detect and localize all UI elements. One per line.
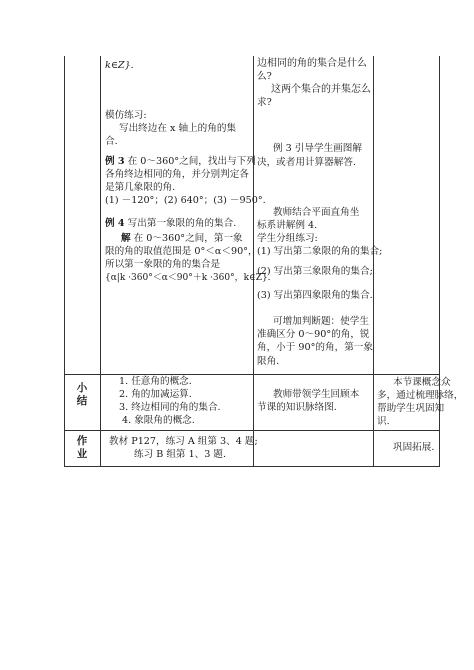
set-closing-text: k∈Z}. — [105, 60, 134, 71]
example-4-line-1: 写出第一象限的角的集合. — [124, 218, 237, 229]
summary-item-4: 4. 象限角的概念. — [122, 415, 195, 426]
mimic-label: 模仿练习: — [105, 110, 147, 121]
solution-line-1: 在 0～360°之间，第一象 — [130, 233, 243, 244]
activity-line-5: 例 3 引导学生画图解 — [273, 143, 362, 154]
mimic-text-2: 合. — [105, 136, 118, 147]
activity-line-3: 这两个集合的并集怎么 — [271, 84, 371, 95]
summary-teacher-2: 节课的知识脉络图. — [257, 402, 337, 413]
summary-header-2: 结 — [76, 395, 88, 407]
activity-line-2: 么? — [257, 71, 272, 82]
homework-line-2: 练习 B 组第 1、3 题. — [134, 449, 227, 460]
example-3-line-1: 在 0～360°之间，找出与下列 — [124, 156, 256, 167]
homework-header-2: 业 — [76, 448, 88, 460]
summary-purpose-3: 帮助学生巩固知 — [377, 403, 445, 414]
example-3-line-3: 是第几象限的角. — [105, 182, 176, 193]
col-divider-1 — [100, 56, 101, 467]
homework-header-1: 作 — [76, 435, 88, 447]
summary-teacher-1: 教师带领学生回顾本 — [273, 389, 360, 400]
summary-item-3: 3. 终边相同的角的集合. — [119, 402, 221, 413]
solution-line-4: {α|k ·360°＜α＜90°＋k ·360°，k∈Z}. — [105, 273, 271, 283]
activity-line-16: 限角. — [257, 356, 280, 367]
homework-line-1: 教材 P127，练习 A 组第 3、4 题; — [109, 436, 258, 447]
activity-line-4: 求? — [257, 97, 272, 108]
homework-purpose: 巩固拓展. — [393, 442, 435, 453]
summary-item-1: 1. 任意角的概念. — [119, 376, 192, 387]
mimic-text: 写出终边在 x 轴上的角的集 — [119, 123, 237, 134]
row-divider-homework — [64, 430, 439, 431]
activity-line-7: 教师结合平面直角坐 — [273, 207, 360, 218]
activity-line-9: 学生分组练习: — [257, 233, 318, 244]
activity-line-15: 角，小于 90°的角，第一象 — [257, 342, 373, 353]
activity-line-13: 可增加判断题：使学生 — [273, 316, 369, 327]
col-divider-2 — [253, 56, 254, 467]
example-4-label: 例 4 — [105, 218, 125, 229]
solution-label: 解 — [121, 233, 131, 244]
activity-line-14: 准确区分 0～90°的角，锐 — [257, 329, 370, 340]
activity-line-8: 标系讲解例 4. — [257, 220, 318, 231]
table-bottom-border — [64, 466, 439, 467]
summary-purpose-1: 本节课概念众 — [393, 377, 451, 388]
summary-header-1: 小 — [76, 382, 88, 394]
solution-line-3: 所以第一象限的角的集合是 — [105, 259, 221, 270]
summary-purpose-4: 识. — [377, 416, 390, 427]
activity-line-12: (3) 写出第四象限角的集合. — [257, 290, 373, 301]
solution-line-2: 限的角的取值范围是 0°＜α＜90°， — [105, 246, 258, 257]
col-divider-3 — [373, 56, 374, 467]
activity-line-10: (1) 写出第二象限的角的集合; — [257, 246, 383, 257]
summary-purpose-2: 多，通过梳理脉络， — [377, 390, 464, 401]
example-3-line-2: 各角终边相同的角，并分别判定各 — [105, 169, 249, 180]
example-3-label: 例 3 — [105, 156, 125, 167]
row-divider-summary — [64, 374, 439, 375]
activity-line-6: 决，或者用计算器解答. — [257, 157, 356, 168]
activity-line-11: (2) 写出第三象限角的集合; — [257, 266, 373, 277]
summary-item-2: 2. 角的加减运算. — [119, 389, 192, 400]
activity-line-1: 边相同的角的集合是什么 — [257, 58, 367, 69]
example-3-line-4: (1) －120°；(2) 640°；(3) －950°. — [105, 195, 266, 206]
